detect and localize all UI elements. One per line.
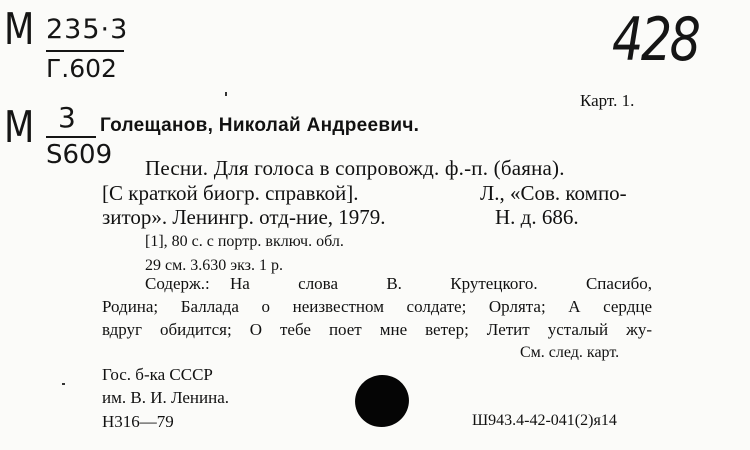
imprint-place-publisher: Л., «Сов. компо- <box>480 181 627 205</box>
contents-line-3-text: вдруг обидится; О тебе поет мне ветер; Летит усталый жу- <box>102 320 652 339</box>
contents-label: Содерж.: <box>145 274 210 293</box>
call-number-letter-upper: M <box>4 4 35 55</box>
call-number-lower-top: 3 <box>58 101 76 134</box>
contents-line-1-text: На слова В. Крутецкого. Спасибо, <box>230 274 652 293</box>
author-heading: Голещанов, Николай Андреевич. <box>100 115 420 136</box>
punch-hole <box>350 370 414 432</box>
contents-line-3 <box>102 321 652 338</box>
library-stamp-line-2: им. В. И. Ленина. <box>102 388 230 407</box>
call-number-letter-lower: M <box>4 102 35 153</box>
physical-description-1: [1], 80 с. с портр. включ. обл. <box>145 233 344 250</box>
title-line-4: Н. д. 686. <box>495 205 579 229</box>
card-label: Карт. 1. <box>580 91 635 110</box>
card-number: Н316—79 <box>102 412 174 431</box>
call-number-upper-bottom: Г.602 <box>46 54 117 83</box>
contents-line-1 <box>230 275 652 292</box>
ink-speck <box>62 383 65 385</box>
library-stamp-line-1: Гос. б-ка СССР <box>102 365 213 384</box>
contents-line-2 <box>102 298 652 315</box>
title-line-2: [С краткой биогр. справкой]. <box>102 181 359 205</box>
title-line-3: зитор». Ленингр. отд-ние, 1979. <box>102 205 386 229</box>
physical-description-2: 29 см. 3.630 экз. 1 р. <box>145 257 283 274</box>
ink-speck <box>225 92 227 96</box>
call-number-upper-divider <box>46 50 124 52</box>
continuation-note: См. след. карт. <box>520 344 620 361</box>
title-line-1: Песни. Для голоса в сопровожд. ф.-п. (баяна). <box>145 156 565 180</box>
contents-line-2-text: Родина; Баллада о неизвестном солдате; Орлята; А сердце <box>102 297 652 316</box>
classification-code: Ш943.4-42-041(2)я14 <box>472 412 617 429</box>
inventory-number: 428 <box>612 5 699 75</box>
call-number-lower-divider <box>46 136 96 138</box>
call-number-lower-bottom: S609 <box>46 140 113 170</box>
call-number-upper-top: 235·3 <box>46 14 129 45</box>
